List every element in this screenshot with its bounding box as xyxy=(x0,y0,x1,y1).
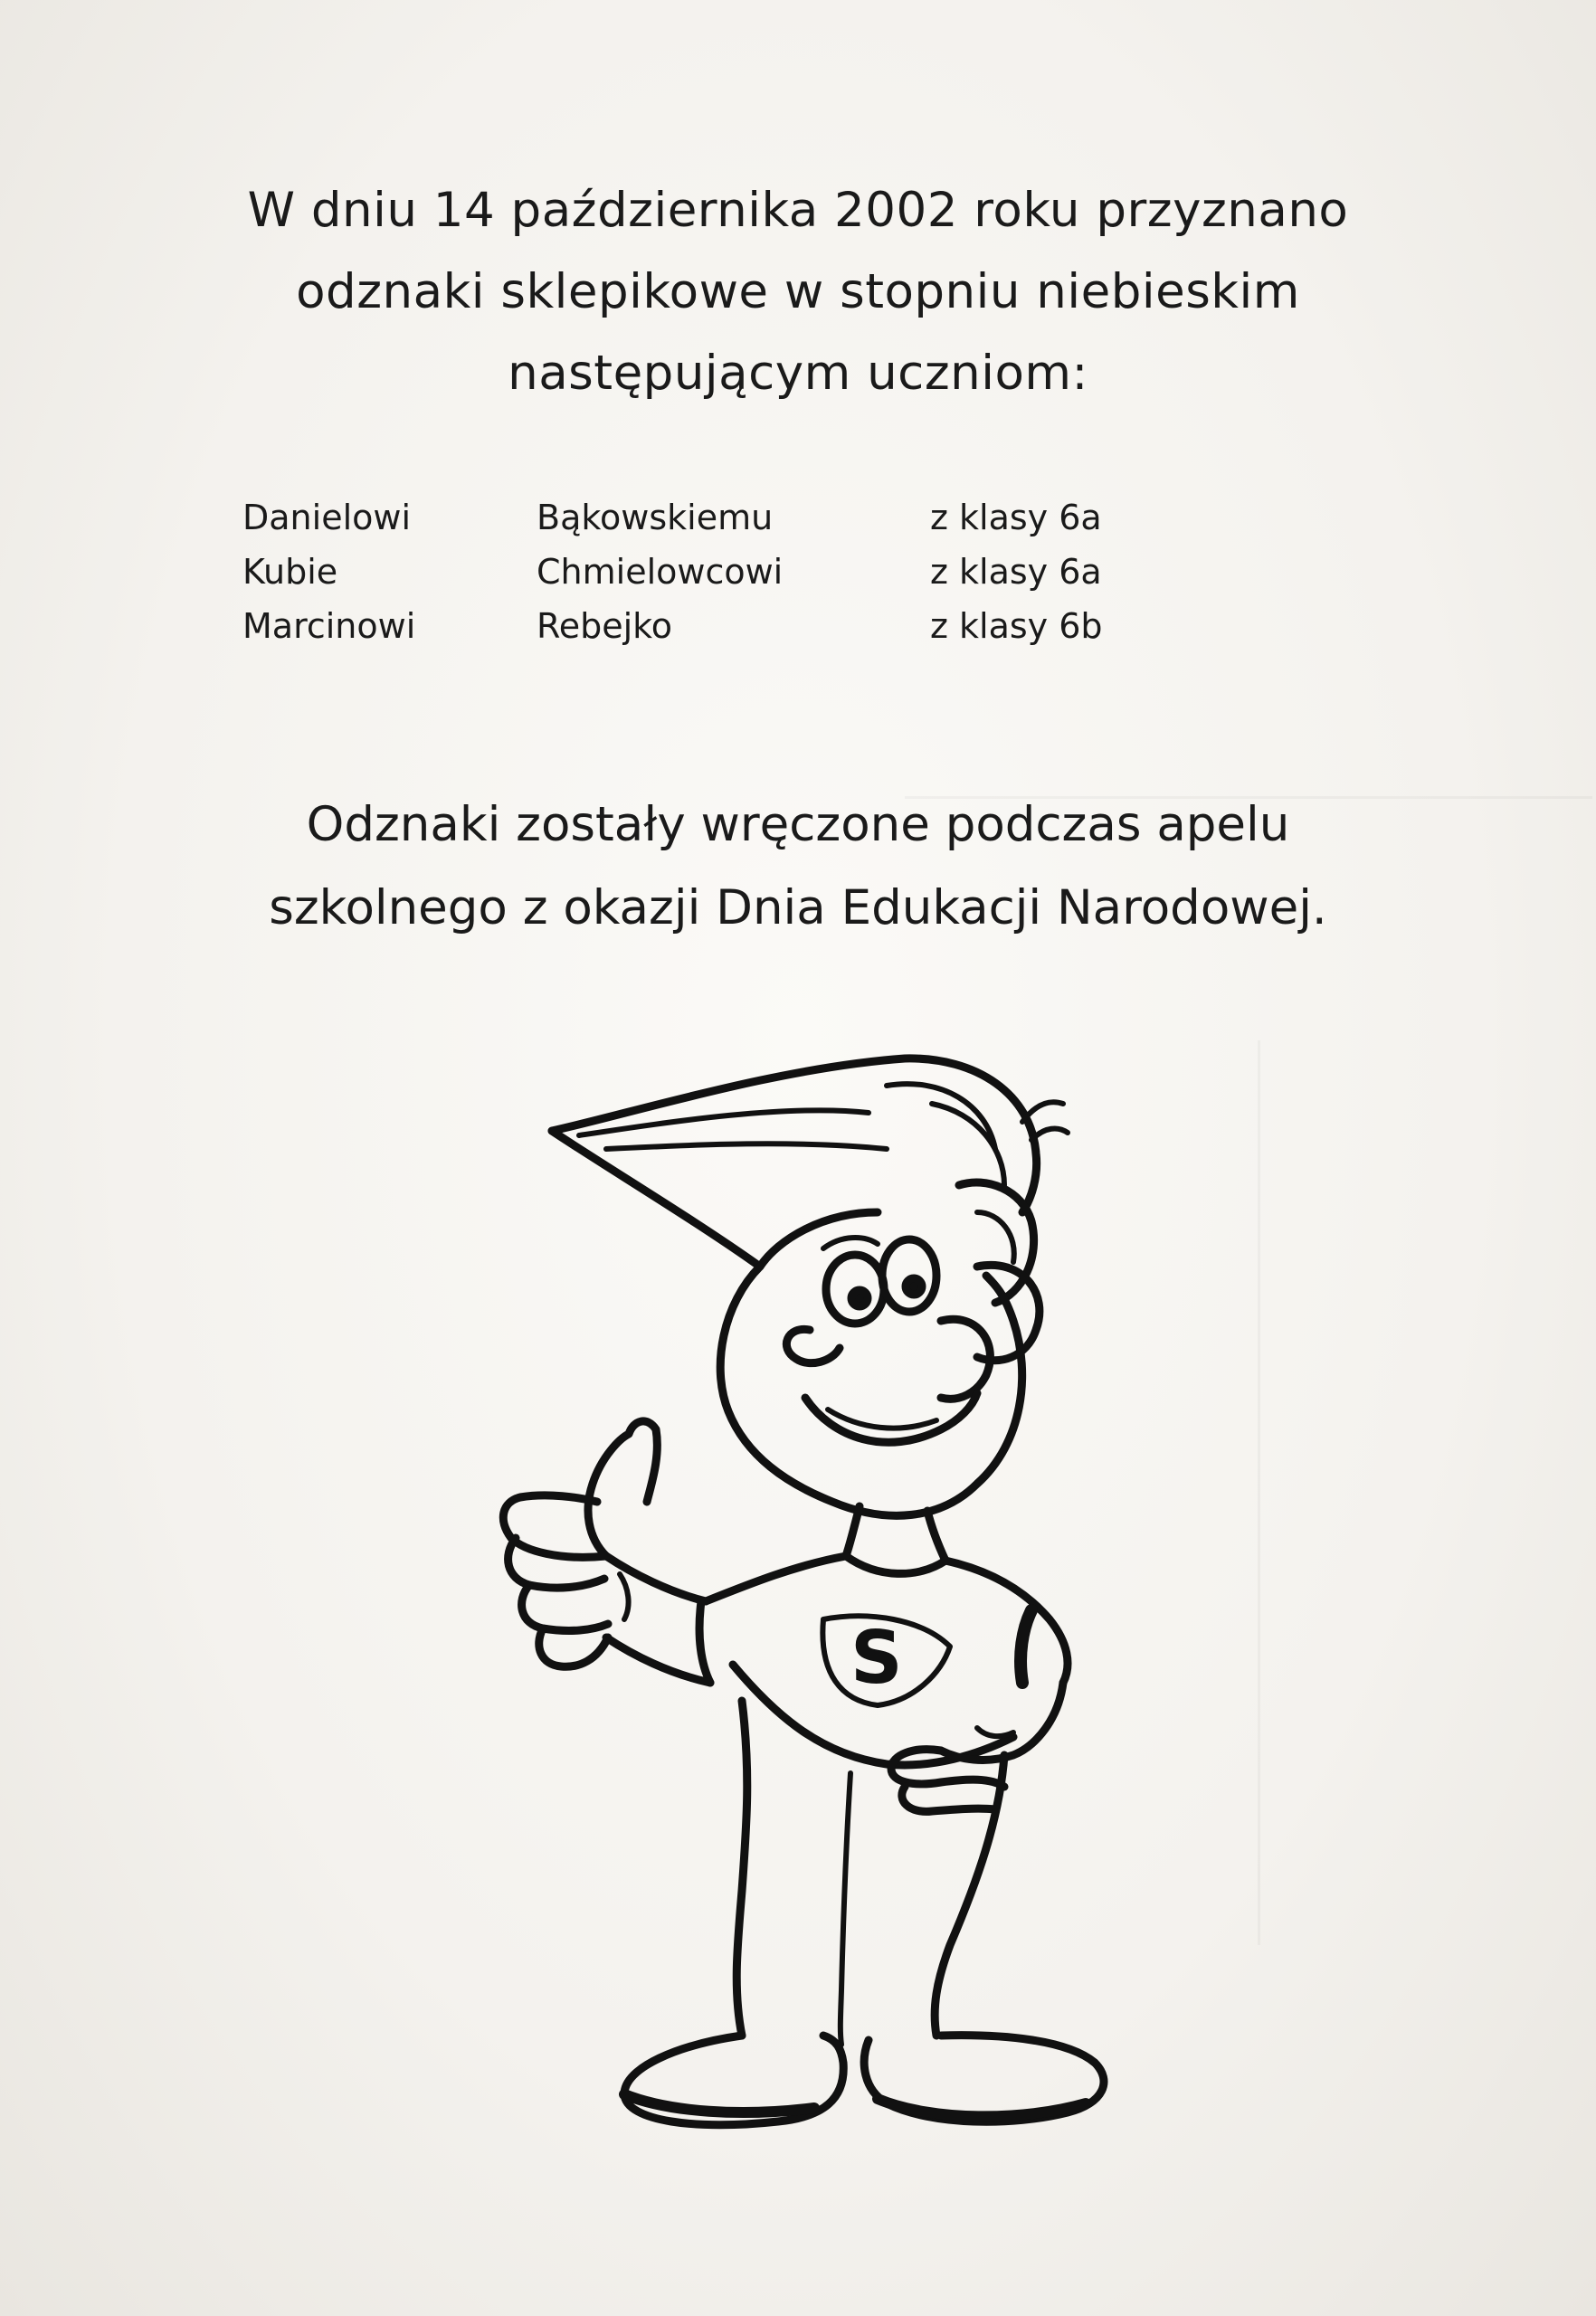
student-first-name: Danielowi xyxy=(242,498,412,537)
neck-outline xyxy=(846,1506,860,1556)
left-sole xyxy=(624,2094,814,2112)
hair-strand xyxy=(932,1104,1004,1185)
knuckle-line xyxy=(977,1728,1013,1736)
sleeve-outline xyxy=(699,1601,710,1683)
hair-strand xyxy=(887,1084,995,1149)
neck-outline xyxy=(927,1511,945,1561)
announcement-line: odznaki sklepikowe w stopniu niebieskim xyxy=(296,264,1300,319)
right-pupil xyxy=(906,1278,922,1295)
hair-strand xyxy=(1031,1128,1068,1140)
closing-line: szkolnego z okazji Dnia Edukacji Narodowej. xyxy=(269,880,1327,935)
left-pupil xyxy=(851,1290,868,1306)
hair-strand xyxy=(606,1144,887,1149)
student-first-name: Kubie xyxy=(242,552,338,592)
student-class: z klasy 6a xyxy=(930,552,1102,592)
trouser-seam xyxy=(841,1773,850,2045)
collar-outline xyxy=(846,1556,945,1573)
trouser-outline xyxy=(736,1701,747,2036)
sleeve-band xyxy=(1021,1610,1031,1683)
student-row xyxy=(242,490,1147,545)
hair-outline xyxy=(552,1058,1037,1212)
announcement-line: następującym uczniom: xyxy=(508,346,1088,401)
announcement-line: W dniu 14 października 2002 roku przyznano xyxy=(247,183,1349,238)
eyebrow xyxy=(823,1238,878,1248)
mouth-line xyxy=(828,1410,936,1429)
finger-outline xyxy=(902,1787,995,1811)
thumb-outline xyxy=(588,1421,657,1556)
shirt-outline xyxy=(945,1561,1068,1683)
student-list xyxy=(242,490,1147,653)
knuckle-line xyxy=(620,1574,629,1619)
hair-strand xyxy=(977,1212,1014,1262)
thumbs-up-mascot-icon xyxy=(398,1031,1158,2153)
paper-crease xyxy=(1258,1040,1260,1945)
arm-outline xyxy=(606,1637,710,1683)
closing-text xyxy=(136,783,1460,950)
student-last-name: Bąkowskiemu xyxy=(537,498,774,537)
trouser-outline xyxy=(935,1755,1004,2036)
shirt-emblem: S xyxy=(850,1616,903,1700)
hand-outline xyxy=(941,1683,1063,1760)
shirt-outline xyxy=(706,1556,846,1601)
student-class: z klasy 6b xyxy=(930,606,1103,646)
right-sole xyxy=(878,2099,1086,2116)
student-row xyxy=(242,545,1147,599)
student-first-name: Marcinowi xyxy=(242,606,416,646)
student-last-name: Rebejko xyxy=(537,606,673,646)
nose-outline xyxy=(786,1329,840,1362)
closing-line: Odznaki zostały wręczone podczas apelu xyxy=(306,797,1290,852)
announcement-heading xyxy=(136,170,1460,414)
student-class: z klasy 6a xyxy=(930,498,1102,537)
finger-outline xyxy=(522,1585,608,1630)
student-row xyxy=(242,599,1147,653)
student-last-name: Chmielowcowi xyxy=(537,552,784,592)
